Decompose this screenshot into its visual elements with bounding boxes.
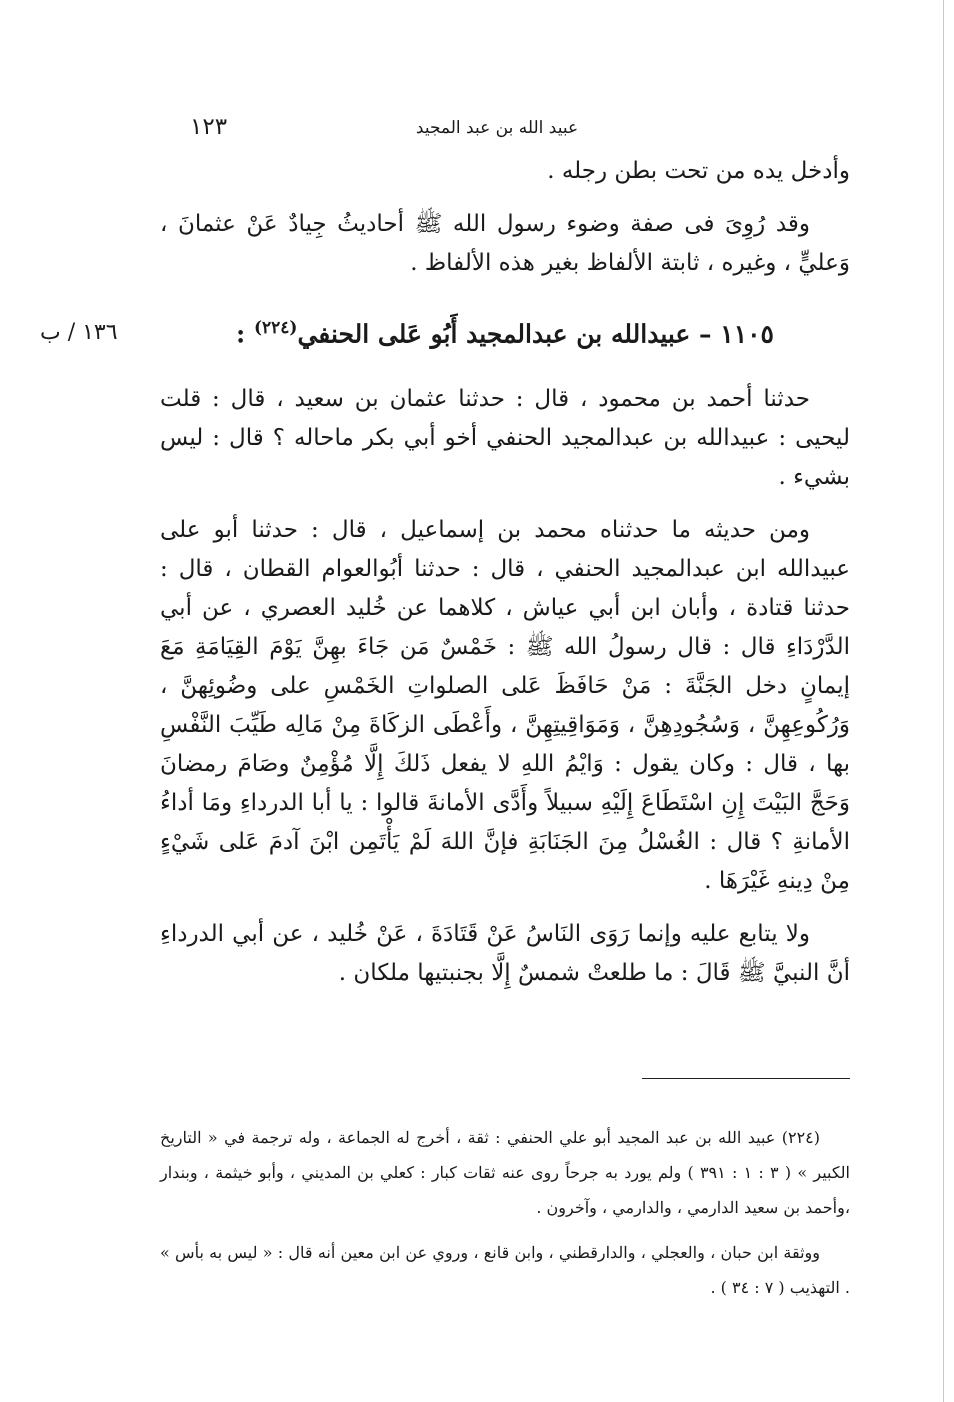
- footnote-1: (٢٢٤) عبيد الله بن عبد المجيد أبو علي الحنفي : ثقة ، أخرج له الجماعة ، وله ترجمة في « التاريخ الكبير » ( ٣ : ١ : ٣٩١ ) ولم يورد به جرحاً روى عنه ثقات كبار : كعلي بن المديني ، وأبو خيثمة ، وبندار ،وأحمد بن سعيد الدارمي ، والدارمي ، وآخرون .: [160, 1128, 851, 1217]
- intro-text: [160, 152, 850, 297]
- footnote-2: ووثقة ابن حبان ، والعجلي ، والدارقطني ، وابن قانع ، وروي عن ابن معين أنه قال : « ليس به بأس » . التهذيب ( ٧ : ٣٤ ) .: [160, 1243, 850, 1297]
- page-header: [160, 112, 834, 146]
- paragraph-1: حدثنا أحمد بن محمود ، قال : حدثنا عثمان بن سعيد ، قال : قلت ليحيى : عبيدالله بن عبدالمجيد الحنفي أخو أبي بكر ماحاله ؟ قال : ليس بشيء .: [160, 386, 850, 490]
- paragraph-2: ومن حديثه ما حدثناه محمد بن إسماعيل ، قال : حدثنا أبو على عبيدالله ابن عبدالمجيد الحنفي ، قال : حدثنا أبُوالعوام القطان ، قال : حدثنا قتادة ، وأبان ابن أبي عياش ، كلاهما عن خُليد العصري ، عن أبي الدَّرْدَاءِ قال : قال رسولُ الله ﷺ : خَمْسٌ مَن جَاءَ بهِنَّ يَوْمَ القِيَامَةِ مَعَ إيمانٍ دخل الجَنَّةَ : مَنْ حَافَظَ عَلى الصلواتِ الخَمْسِ على وضُوئِهنَّ ، وَرُكُوعِهِنَّ ، وَسُجُودِهِنَّ ، وَمَوَاقِيتِهِنَّ ، وأَعْطَى الزكَاةَ مِنْ مَالِه طَيِّبَ النَّفْسِ بها ، قال : وكان يقول : وَايْمُ اللهِ لا يفعل ذَلكَ إِلَّا مُؤْمِنٌ وصَامَ رمضانَ وَحَجَّ البَيْتَ إِنِ اسْتَطَاعَ إِلَيْهِ سبيلاً وأَدَّى الأمانةَ قالوا : يا أبا الدرداءِ ومَا أداءُ الأمانةِ ؟ قال : الغُسْلُ مِنَ الجَنَابَةِ فإنَّ اللهَ لَمْ يَأْتَمِن ابْنَ آدمَ عَلى شَيْءٍ مِنْ دِينهِ غَيْرَهَا .: [160, 517, 850, 894]
- footnotes: [160, 1120, 850, 1315]
- page-edge-line: [943, 0, 944, 1402]
- running-head: عبيد الله بن عبد المجيد: [415, 118, 579, 138]
- footnote-reference: (٢٢٤): [253, 318, 298, 338]
- main-text: [160, 380, 850, 1007]
- footnote-separator: [642, 1078, 850, 1079]
- entry-name: عبيدالله بن عبدالمجيد أَبُو عَلى الحنفي: [297, 319, 691, 349]
- entry-colon: :: [236, 319, 246, 349]
- intro-line: وأدخل يده من تحت بطن رجله .: [547, 158, 850, 184]
- paragraph-3: ولا يتابع عليه وإنما رَوَى النَاسُ عَنْ قَتَادَةَ ، عَنْ خُليد ، عن أبي الدرداءِ أنَّ النبيَّ ﷺ قَالَ : ما طلعتْ شمسٌ إِلَّا بجنبتيها ملكان .: [160, 921, 850, 986]
- entry-heading: [160, 318, 850, 348]
- page-number: ١٢٣: [190, 114, 228, 140]
- intro-paragraph: وقد رُوِىَ فى صفة وضوء رسول الله ﷺ أحاديثُ جِيادٌ عَنْ عثمانَ ، وَعليٍّ ، وغيره ، ثابتة الألفاظ بغير هذه الألفاظ .: [160, 211, 850, 276]
- folio-margin-note: ١٣٦ / ب: [40, 320, 118, 345]
- entry-dash: –: [699, 319, 712, 349]
- entry-number: ١١٠٥: [720, 319, 774, 349]
